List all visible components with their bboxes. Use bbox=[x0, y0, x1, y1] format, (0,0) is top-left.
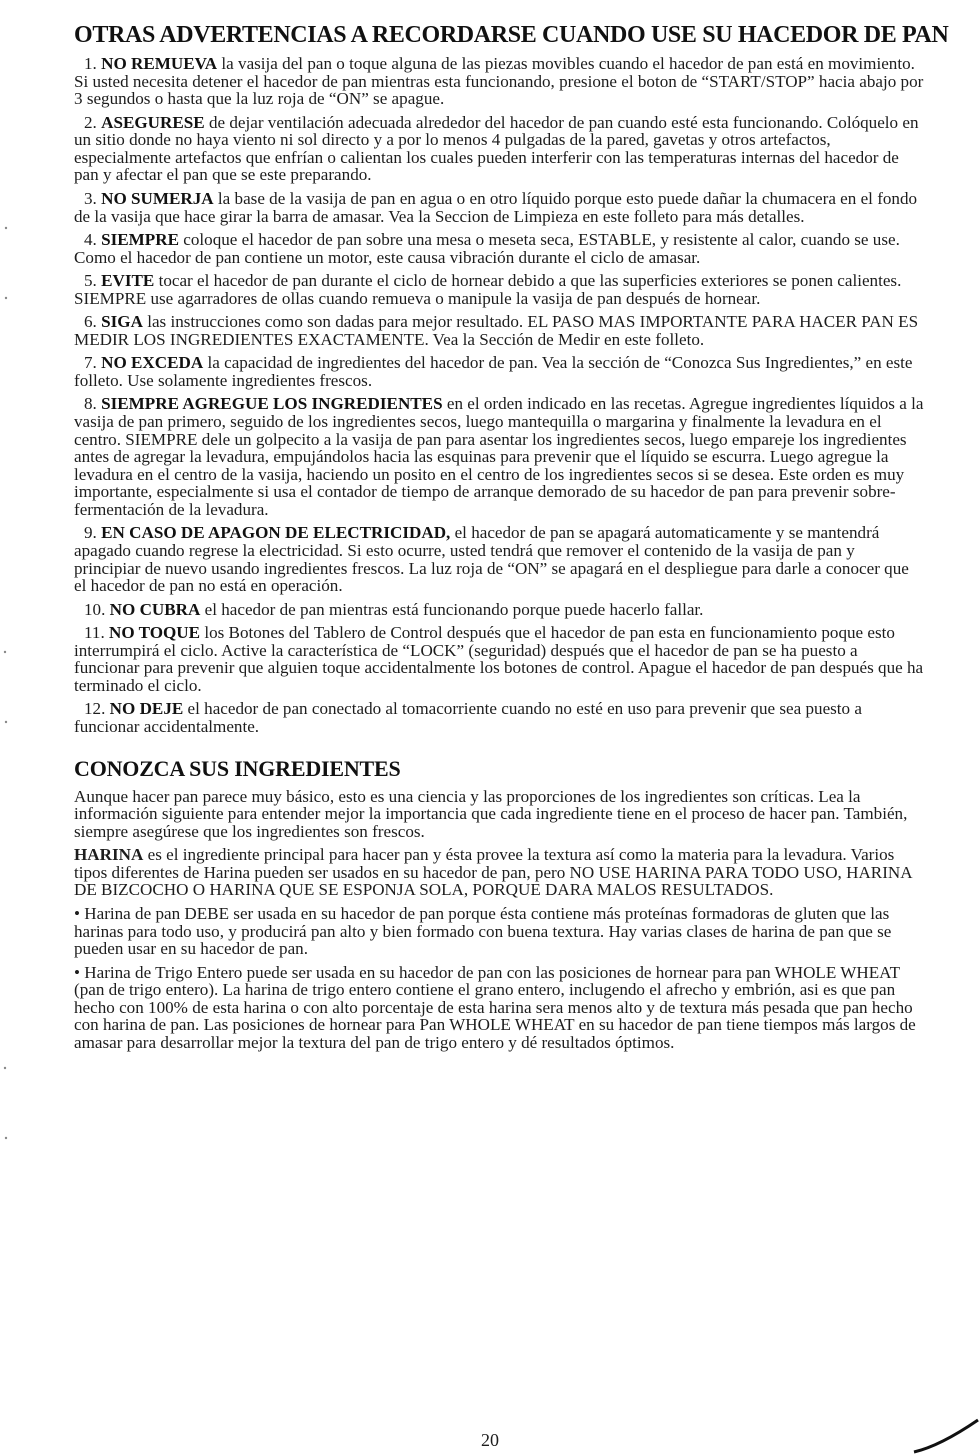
warning-item-lead: NO DEJE bbox=[109, 699, 184, 719]
warning-item bbox=[74, 55, 924, 108]
warning-item bbox=[74, 395, 924, 518]
warning-item-number: 11. bbox=[84, 623, 105, 643]
warning-item-text: la base de la vasija de pan en agua o en otro líquido porque esto puede dañar la chumacera en el fondo de la vasija que hace girar la barra de amasar. Vea la Seccion de Limpieza en este folleto para más detalles. bbox=[74, 188, 918, 226]
warning-item-number: 4. bbox=[84, 230, 97, 250]
warning-item-number: 5. bbox=[84, 271, 97, 291]
warning-item-lead: SIGA bbox=[101, 312, 143, 332]
warning-item-text: las instrucciones como son dadas para mejor resultado. EL PASO MAS IMPORTANTE PARA HACER PAN ES MEDIR LOS INGREDIENTES EXACTAMENTE. Vea la Sección de Medir en este folleto. bbox=[74, 312, 919, 349]
warning-item-text: en el orden indicado en las recetas. Agregue ingredientes líquidos a la vasija de pan primero, seguido de los ingredientes secos, luego mantequilla o margarina y finalmente la levadura en el centro. SIEMPRE dele un golpecito a la vasija de pan para asentar los ingredientes secos, luego empareje los ingredientes antes de agregar la levadura, empujándolos hacia las esquinas para prevenir que el líquido se escurra. Luego agregue la levadura en el centro de la vasija, haciendo un posito en el centro de los ingredientes secos si se desea. Este orden es muy importante, especialmente si usa el contador de tiempo de arranque demorado de su hacedor de pan para prevenir sobre-fermentación de la levadura. bbox=[74, 394, 924, 519]
harina-bullet-2: • Harina de Trigo Entero puede ser usada en su hacedor de pan con las posiciones de hornear para pan WHOLE WHEAT (pan de trigo entero). La harina de trigo entero contiene el grano entero, inclugendo el afrecho y embrión, asi es que pan hecho con 100% de esta harina o con alto porcentaje de esta harina sera menos alto y de textura más pesada que pan hecho con harina de pan. Las posiciones de hornear para Pan WHOLE WHEAT en su hacedor de pan tiene tiempos más largos de amasar para desarrollar mejor la textura del pan de trigo entero y dé resultados óptimos. bbox=[74, 962, 916, 1052]
section-title-ingredients: CONOZCA SUS INGREDIENTES bbox=[74, 755, 401, 781]
warning-item-lead: NO TOQUE bbox=[109, 623, 201, 643]
warning-item-text: el hacedor de pan conectado al tomacorriente cuando no esté en uso para prevenir que sea puesto a funcionar accidentalmente. bbox=[74, 699, 862, 736]
warning-item-lead: ASEGURESE bbox=[101, 112, 205, 132]
warning-item-number: 8. bbox=[84, 394, 97, 414]
warning-item-number: 3. bbox=[84, 188, 97, 208]
warning-item-lead: EVITE bbox=[101, 271, 155, 291]
warning-item-number: 2. bbox=[84, 112, 97, 132]
warning-item-text: la capacidad de ingredientes del hacedor de pan. Vea la sección de “Conozca Sus Ingredientes,” en este folleto. Use solamente ingredientes frescos. bbox=[74, 353, 913, 390]
warning-item-lead: SIEMPRE AGREGUE LOS INGREDIENTES bbox=[101, 394, 443, 414]
warning-item-text: los Botones del Tablero de Control después que el hacedor de pan esta en funcionamiento poque esto interrumpirá el ciclo. Active la característica de “LOCK” (seguridad) después que el hacedor de pan se ha puesto a funcionar para prevenir que alguien toque accidentalmente los botones de control. Apague el hacedor de pan después que ha terminado el ciclo. bbox=[74, 623, 924, 695]
scan-specks bbox=[0, 0, 20, 1454]
warning-item-lead: NO EXCEDA bbox=[101, 353, 204, 373]
warning-item bbox=[74, 354, 924, 389]
ingredients-intro: Aunque hacer pan parece muy básico, esto es una ciencia y las proporciones de los ingredientes son críticas. Lea la información siguiente para entender mejor la importancia que cada ingrediente tiene en el proceso de hacer pan. También, siempre asegúrese que los ingredientes son frescos. bbox=[74, 786, 908, 841]
warning-item-lead: NO CUBRA bbox=[109, 599, 201, 619]
warning-item-text: tocar el hacedor de pan durante el ciclo de hornear debido a que las superficies exteriores se ponen calientes. SIEMPRE use agarradores de ollas cuando remueva o manipule la vasija de pan después de hornear. bbox=[74, 271, 902, 308]
warning-item bbox=[74, 272, 924, 307]
warning-item-number: 1. bbox=[84, 54, 97, 73]
harina-text: es el ingrediente principal para hacer pan y ésta provee la textura así como la materia para la levadura. Varios tipos diferentes de Harina pueden ser usados en su hacedor de pan, pero NO USE HARINA PARA TODO USO, HARINA DE BIZCOCHO O HARINA QUE SE ESPONJA SOLA, PORQUE DARA MALOS RESULTADOS. bbox=[74, 845, 912, 900]
warning-item-number: 7. bbox=[84, 353, 97, 373]
warning-item-number: 12. bbox=[84, 699, 106, 719]
warning-item-text: la vasija del pan o toque alguna de las piezas movibles cuando el hacedor de pan está en movimiento. Si usted necesita detener el hacedor de pan mientras esta funcionando, presione el boton de “START/STOP” hacia abajo por 3 segundos o hasta que la luz roja de “ON” se apague. bbox=[74, 54, 924, 109]
warning-item-number: 6. bbox=[84, 312, 97, 332]
harina-bullet-1: • Harina de pan DEBE ser usada en su hacedor de pan porque ésta contiene más proteínas formadoras de gluten que las harinas para todo uso, y producirá pan alto y bien formado con buena textura. Hay varias clases de harina de pan que se pueden usar en su hacedor de pan. bbox=[74, 903, 892, 959]
section-title-warnings: OTRAS ADVERTENCIAS A RECORDARSE CUANDO USE SU HACEDOR DE PAN bbox=[74, 22, 949, 48]
warning-item bbox=[74, 700, 924, 735]
warning-item-lead: EN CASO DE APAGON DE ELECTRICIDAD, bbox=[101, 523, 451, 543]
warning-item-lead: NO REMUEVA bbox=[101, 54, 218, 73]
warning-item-text: de dejar ventilación adecuada alrededor del hacedor de pan cuando esté esta funcionando. Colóquelo en un sitio donde no haya viento ni sol directo y a por lo menos 4 pulgadas de la pared, gavetas y otros artefactos, especialmente artefactos que enfrían o calientan los cuales pueden interferir con las temperaturas internas del hacedor de pan y afectar el pan que se este preparando. bbox=[74, 112, 919, 185]
warning-item-text: coloque el hacedor de pan sobre una mesa o meseta seca, ESTABLE, y resistente al calor, cuando se use. Como el hacedor de pan contiene un motor, este causa vibración durante el ciclo de amasar. bbox=[74, 230, 900, 267]
document-page bbox=[74, 22, 949, 1057]
warning-item-text: el hacedor de pan mientras está funcionando porque puede hacerlo fallar. bbox=[200, 599, 704, 619]
page-number: 20 bbox=[481, 1430, 499, 1450]
warning-item bbox=[74, 114, 924, 184]
harina-lead: HARINA bbox=[74, 845, 144, 865]
warning-item bbox=[74, 231, 924, 266]
warning-item bbox=[74, 624, 924, 694]
warning-item bbox=[74, 313, 924, 348]
warning-item bbox=[74, 601, 924, 619]
warning-item-lead: SIEMPRE bbox=[101, 230, 179, 250]
harina-paragraph bbox=[74, 846, 924, 899]
warning-item-text: el hacedor de pan se apagará automaticamente y se mantendrá apagado cuando regrese la electricidad. Si esto ocurre, usted tendrá que remover el contenido de la vasija de pan y principiar de nuevo usando ingredientes frescos. La luz roja de “ON” se apagará en el despliegue para darle a conocer que el hacedor de pan no está en operación. bbox=[74, 523, 909, 596]
warning-item-number: 10. bbox=[84, 599, 106, 619]
warning-item-number: 9. bbox=[84, 523, 97, 543]
corner-stroke-mark bbox=[910, 1414, 980, 1454]
warning-item bbox=[74, 190, 924, 225]
warning-item bbox=[74, 524, 924, 594]
warning-item-lead: NO SUMERJA bbox=[101, 188, 214, 208]
warning-list bbox=[74, 55, 924, 736]
